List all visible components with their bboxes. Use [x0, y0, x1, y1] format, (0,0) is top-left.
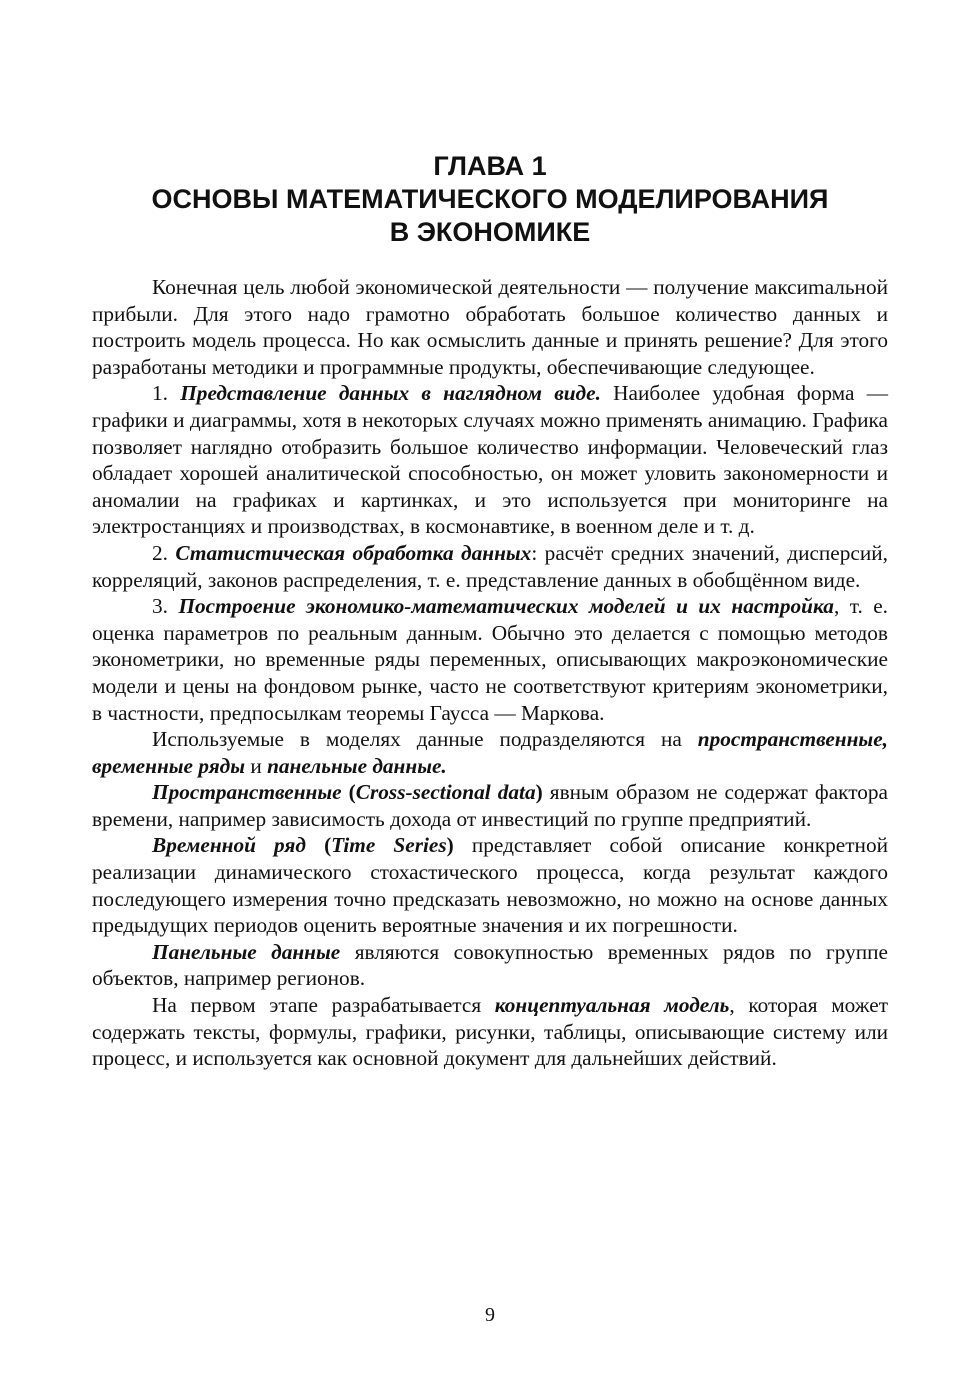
paragraph-text: На первом этапе разрабатывается — [152, 993, 495, 1018]
term-panel-data: панельные данные. — [267, 753, 447, 778]
item-text: , т. е. оценка параметров по реальным данным. Обычно это делается с помощью методов эконометрики, но временные ряды переменных, описывающих макроэкономические модели и цены на фондовом рынке, часто не соответствуют критериям эконометрики, в частности, предпосылкам теоремы Гаусса — Маркова. — [92, 594, 889, 725]
term-spatial-time-series: пространственные, временные ряды — [92, 727, 888, 778]
paragraph-text: представляет собой описание конкретной реализации динамического стохастического процесса, когда результат каждого последующего измерения точно предсказать невозможно, но можно на основе данных предыдущих периодов оценить вероятные значения и их погрешности. — [92, 833, 888, 938]
item-term: Статистическая обработка данных — [175, 540, 532, 565]
paren-close: ) — [535, 780, 543, 805]
paragraph-time-series — [92, 832, 888, 938]
term-spatial: Пространственные — [152, 780, 342, 805]
chapter-title-line-1: ОСНОВЫ МАТЕМАТИЧЕСКОГО МОДЕЛИРОВАНИЯ — [151, 184, 829, 214]
paragraph-text: явным образом не содержат фактора времени, например зависимость дохода от инвестиций по группе предприятий. — [92, 780, 888, 831]
paragraph-item-3 — [92, 593, 888, 726]
paren-open: ( — [341, 780, 356, 805]
paragraph-cross-sectional — [92, 779, 888, 832]
paren-close: ) — [446, 833, 454, 858]
item-number: 1. — [152, 381, 181, 406]
term-time-series: Временной ряд — [152, 833, 306, 858]
paragraph-item-2 — [92, 540, 888, 593]
chapter-heading — [92, 150, 888, 249]
paragraph-conceptual-model — [92, 992, 888, 1072]
paragraph-text: Используемые в моделях данные подразделяются на — [152, 727, 698, 752]
paragraph-text: и — [245, 753, 268, 778]
page-number: 9 — [485, 1304, 495, 1326]
body-text — [92, 274, 888, 1072]
term-conceptual-model: концептуальная модель — [494, 993, 730, 1018]
item-term: Представление данных в наглядном виде. — [180, 381, 601, 406]
paragraph-data-types — [92, 726, 888, 779]
item-text: Наиболее удобная форма — графики и диаграммы, хотя в некоторых случаях можно применять анимацию. Графика позволяет наглядно отобразить большое количество информации. Человеческий глаз обладает хорошей аналитической способностью, он может уловить закономерности и аномалии на графиках и картинках, и это используется при мониторинге на электростанциях и производствах, в космонавтике, в военном деле и т. д. — [92, 381, 889, 539]
item-term: Построение экономико-математических моделей и их настройка — [178, 594, 834, 619]
chapter-title-line-2: В ЭКОНОМИКЕ — [389, 217, 591, 247]
term-english: Time Series — [331, 833, 447, 858]
paragraph-text: , которая может содержать тексты, формулы, графики, рисунки, таблицы, описывающие систему или процесс, и используется как основной документ для дальнейших действий. — [92, 993, 888, 1071]
item-number: 2. — [152, 540, 176, 565]
paragraph-item-1 — [92, 380, 888, 540]
item-text: : расчёт средних значений, дисперсий, корреляций, законов распределения, т. е. представление данных в обобщённом виде. — [92, 540, 888, 592]
term-panel: Панельные данные — [152, 939, 341, 964]
chapter-number: ГЛАВА 1 — [433, 151, 547, 181]
paragraph-intro: Конечная цель любой экономической деятельности — получение максиmальной прибыли. Для этого надо грамотно обработать большое количество данных и построить модель процесса. Но как осмыслить данные и принять решение? Для этого разработаны методики и программные продукты, обеспечивающие следующее. — [92, 275, 888, 379]
item-number: 3. — [152, 594, 179, 619]
paragraph-panel-data — [92, 939, 888, 992]
paragraph-text: являются совокупностью временных рядов по группе объектов, например регионов. — [92, 939, 888, 991]
paren-open: ( — [305, 833, 332, 858]
term-english: Cross-sectional data — [355, 780, 536, 805]
